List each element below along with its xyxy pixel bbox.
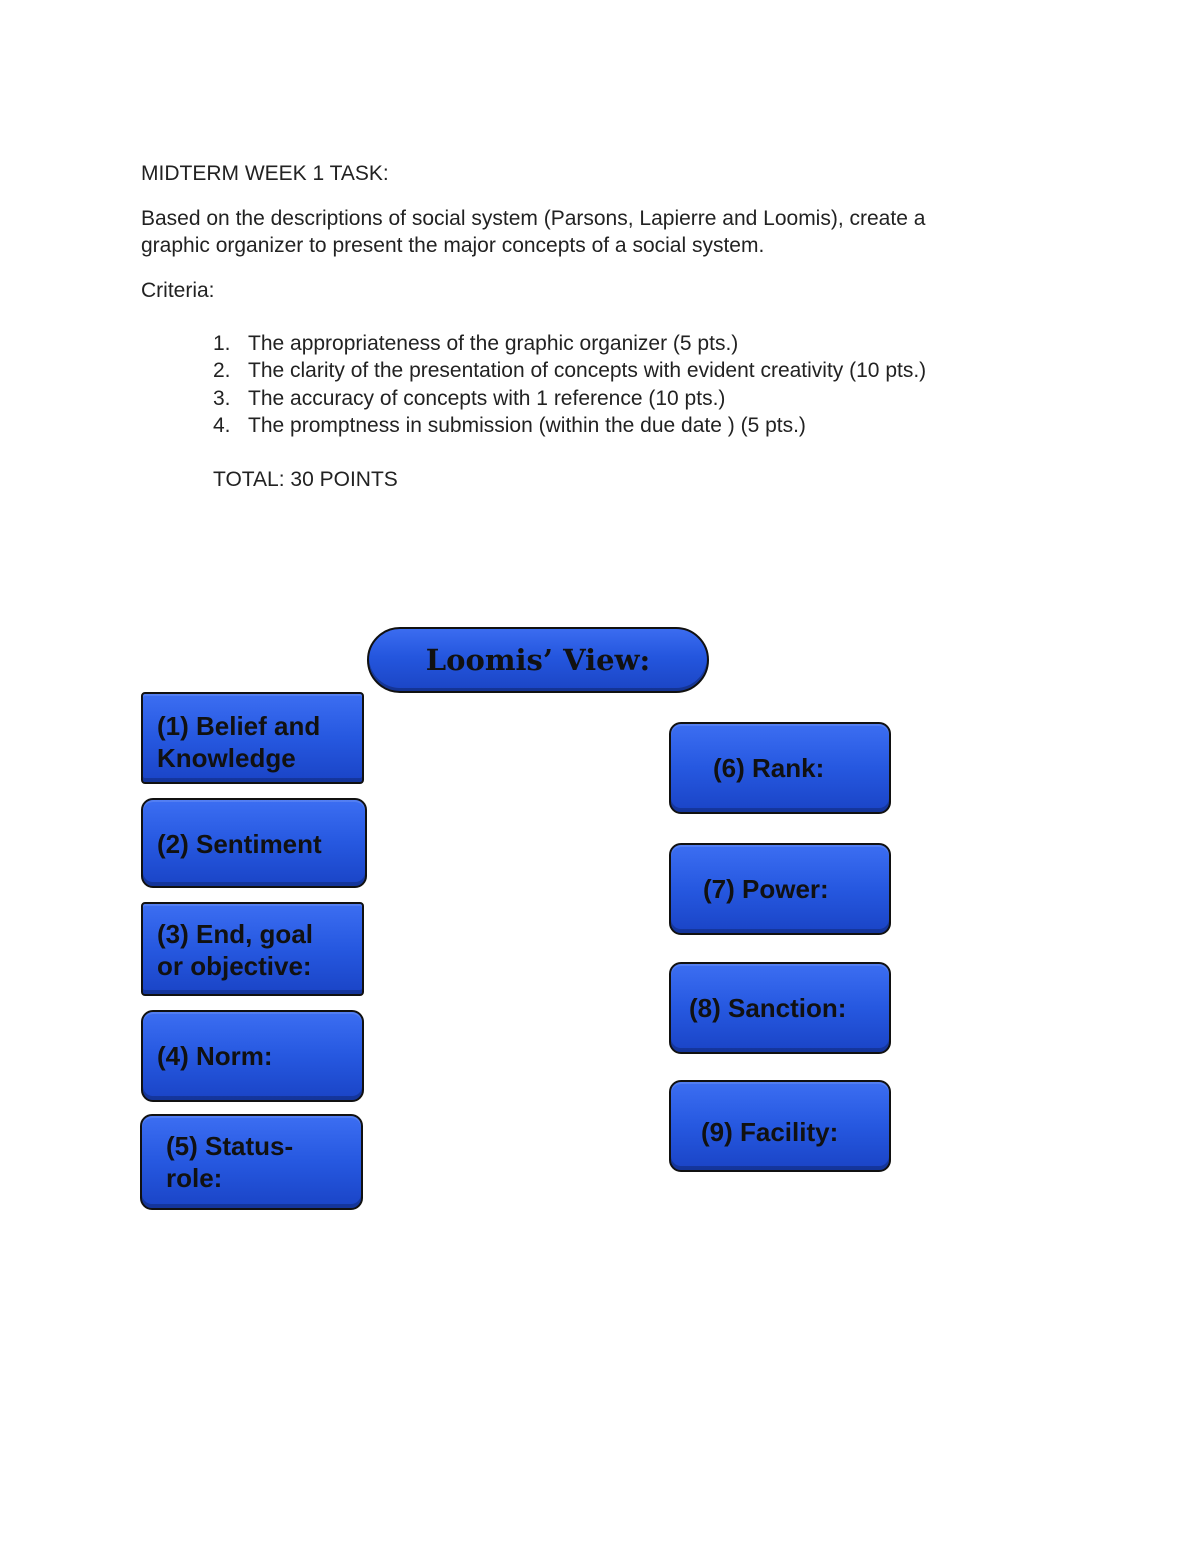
criteria-number: 1. xyxy=(213,332,231,355)
task-intro-line-1: Based on the descriptions of social system (Parsons, Lapierre and Loomis), create a xyxy=(141,207,926,230)
concept-box-sentiment xyxy=(141,798,367,888)
concept-box-sanction xyxy=(669,962,891,1054)
concept-box-norm xyxy=(141,1010,364,1102)
concept-label: (8) Sanction: xyxy=(689,993,847,1023)
concept-label: (9) Facility: xyxy=(701,1117,839,1147)
task-heading: MIDTERM WEEK 1 TASK: xyxy=(141,162,389,185)
concept-box-facility xyxy=(669,1080,891,1172)
criteria-text: The appropriateness of the graphic organizer (5 pts.) xyxy=(248,332,739,355)
concept-label: (6) Rank: xyxy=(713,753,825,783)
concept-label: (2) Sentiment xyxy=(157,829,322,859)
criteria-item xyxy=(213,330,926,357)
criteria-label: Criteria: xyxy=(141,279,215,302)
criteria-item xyxy=(213,357,926,384)
concept-box-belief-knowledge xyxy=(141,692,364,784)
concept-label: (1) Belief and Knowledge xyxy=(157,711,321,773)
criteria-text: The clarity of the presentation of concepts with evident creativity (10 pts.) xyxy=(248,359,927,383)
concept-label: (3) End, goal or objective: xyxy=(157,919,313,981)
concept-box-power xyxy=(669,843,891,935)
criteria-text: The accuracy of concepts with 1 reference (10 pts.) xyxy=(248,386,726,410)
concept-label: (7) Power: xyxy=(703,874,829,904)
task-intro-line-2: graphic organizer to present the major concepts of a social system. xyxy=(141,234,765,257)
criteria-list xyxy=(213,330,926,439)
total-points: TOTAL: 30 POINTS xyxy=(213,468,398,491)
criteria-text: The promptness in submission (within the due date ) (5 pts.) xyxy=(248,413,806,437)
criteria-item xyxy=(213,385,926,412)
criteria-number: 4. xyxy=(213,413,231,437)
concept-label: (5) Status- role: xyxy=(166,1131,294,1193)
organizer-title: Loomis’ View: xyxy=(425,643,651,677)
criteria-number: 2. xyxy=(213,359,231,383)
concept-box-end-goal xyxy=(141,902,364,996)
concept-box-rank xyxy=(669,722,891,814)
organizer-title-banner xyxy=(367,627,709,693)
concept-box-status-role xyxy=(140,1114,363,1210)
criteria-number: 3. xyxy=(213,386,231,410)
criteria-item xyxy=(213,412,926,439)
concept-label: (4) Norm: xyxy=(157,1041,273,1071)
task-intro xyxy=(141,205,925,259)
